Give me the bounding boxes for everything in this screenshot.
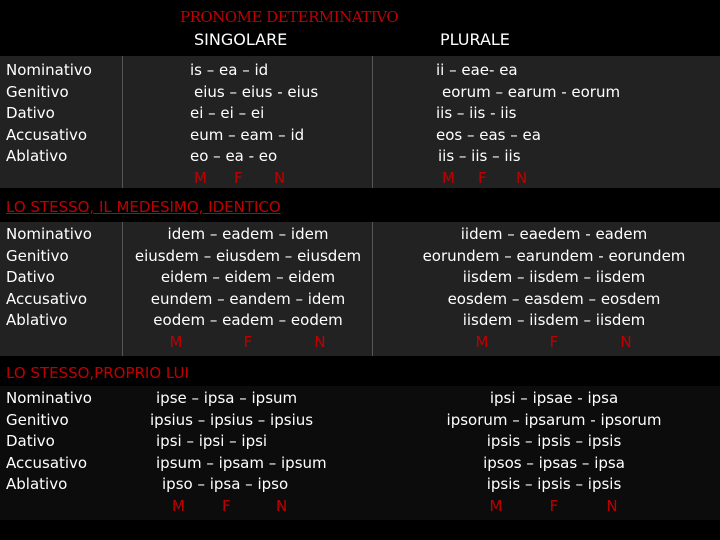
form-row: ipsis – ipsis – ipsis [486, 432, 622, 450]
form-row: ii – eae- ea [436, 61, 518, 79]
gender-n: N [620, 332, 632, 351]
form-row: eius – eius - eius [194, 82, 319, 101]
case-genitivo: Genitivo [6, 246, 69, 265]
gender-f: F [478, 168, 487, 187]
case-accusativo: Accusativo [6, 125, 88, 144]
gender-row [420, 168, 660, 190]
form-row: eo – ea - eo [190, 147, 278, 165]
form-row: ipsis – ipsis – ipsis [486, 475, 622, 493]
form-row: eos – eas – ea [436, 125, 541, 144]
form-row: eundem – eandem – idem [150, 289, 346, 308]
case-nominativo: Nominativo [6, 61, 92, 79]
gender-m: M [442, 168, 455, 187]
form-row: ipsius – ipsius – ipsius [150, 410, 314, 429]
section-2-singular [126, 224, 370, 353]
gender-row [150, 168, 330, 190]
case-accusativo: Accusativo [6, 453, 88, 472]
gender-row [404, 496, 704, 518]
form-row: ipsi – ipsae - ipsa [489, 389, 619, 407]
gender-n: N [276, 496, 288, 515]
gender-m: M [169, 332, 183, 351]
gender-n: N [606, 496, 618, 515]
section-2-subtitle: LO STESSO, IL MEDESIMO, IDENTICO [6, 198, 281, 216]
form-row: iisdem – iisdem – iisdem [462, 268, 646, 286]
gender-f: F [549, 496, 559, 515]
gender-f: F [549, 332, 559, 351]
form-row: ipse – ipsa – ipsum [156, 389, 298, 407]
case-ablativo: Ablativo [6, 147, 68, 165]
form-row: iis – iis – iis [438, 147, 521, 165]
form-row: eiusdem – eiusdem – eiusdem [134, 246, 362, 265]
case-ablativo: Ablativo [6, 311, 68, 329]
section-3-singular [128, 388, 368, 517]
gender-m: M [172, 496, 185, 515]
form-row: eosdem – easdem – eosdem [447, 289, 661, 308]
gender-row [126, 332, 370, 354]
section-2-plural [404, 224, 704, 353]
form-row: eodem – eadem – eodem [153, 311, 343, 329]
case-nominativo: Nominativo [6, 225, 92, 243]
form-row: iidem – eaedem - eadem [460, 225, 648, 243]
case-dativo: Dativo [6, 432, 55, 450]
section-3-subtitle: LO STESSO,PROPRIO LUI [6, 364, 189, 382]
case-dativo: Dativo [6, 104, 55, 122]
form-row: ipsos – ipsas – ipsa [483, 453, 625, 472]
section-1-plural [420, 60, 660, 189]
singular-header: SINGOLARE [194, 30, 288, 49]
plural-header: PLURALE [440, 30, 510, 49]
case-dativo: Dativo [6, 268, 55, 286]
case-labels [6, 224, 92, 332]
case-ablativo: Ablativo [6, 475, 68, 493]
page-title: PRONOME DETERMINATIVO [180, 8, 399, 26]
gender-m: M [489, 496, 503, 515]
form-row: ipsorum – ipsarum - ipsorum [446, 410, 662, 429]
form-row: ei – ei – ei [190, 104, 265, 122]
case-labels [6, 60, 92, 168]
gender-m: M [194, 168, 207, 187]
case-labels [6, 388, 92, 496]
gender-n: N [516, 168, 528, 187]
divider [122, 56, 123, 188]
form-row: eorum – earum - eorum [442, 82, 621, 101]
form-row: ipsum – ipsam – ipsum [156, 453, 327, 472]
form-row: eorundem – earundem - eorundem [422, 246, 686, 265]
divider [372, 222, 373, 356]
form-row: idem – eadem – idem [167, 225, 329, 243]
form-row: ipso – ipsa – ipso [162, 475, 289, 493]
form-row: iis – iis - iis [436, 104, 517, 122]
form-row: eum – eam – id [190, 125, 305, 144]
gender-f: F [234, 168, 243, 187]
form-row: ipsi – ipsi – ipsi [156, 432, 268, 450]
gender-row [404, 332, 704, 354]
divider [122, 222, 123, 356]
gender-row [128, 496, 368, 518]
section-3-plural [404, 388, 704, 517]
case-accusativo: Accusativo [6, 289, 88, 308]
form-row: eidem – eidem – eidem [160, 268, 336, 286]
gender-f: F [243, 332, 253, 351]
divider [372, 56, 373, 188]
gender-f: F [222, 496, 231, 515]
gender-n: N [314, 332, 326, 351]
section-1-singular [150, 60, 330, 189]
form-row: iisdem – iisdem – iisdem [462, 311, 646, 329]
case-genitivo: Genitivo [6, 82, 69, 101]
form-row: is – ea – id [190, 61, 269, 79]
gender-n: N [274, 168, 286, 187]
case-genitivo: Genitivo [6, 410, 69, 429]
case-nominativo: Nominativo [6, 389, 92, 407]
gender-m: M [475, 332, 489, 351]
